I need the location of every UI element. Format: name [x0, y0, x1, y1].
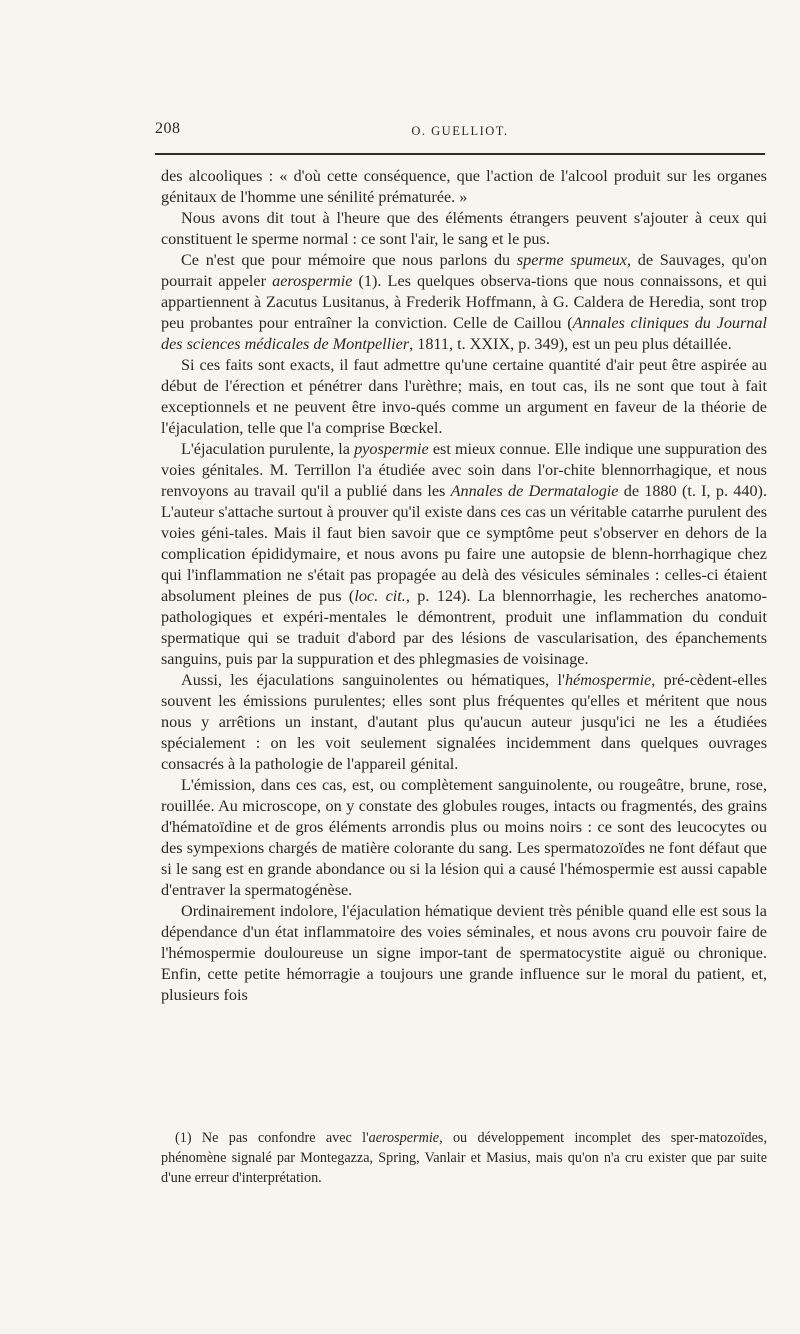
paragraph: L'éjaculation purulente, la pyospermie est mieux connue. Elle indique une suppuration des voies génitales. M. Terrillon l'a étudiée avec soin dans l'or-chite blennorrhagique, et nous renvoyons au travail qu'il a publié dans les Annales de Dermatalogie de 1880 (t. I, p. 440). L'auteur s'attache surtout à prouver qu'il existe dans ces cas un véritable catarrhe purulent des voies géni-tales. Mais il faut bien savoir que ce symptôme peut s'observer en dehors de la complication épididymaire, et nous avons pu faire une autopsie de blenn-horrhagique chez qui l'inflammation ne s'était pas propagée au delà des vésicules séminales : celles-ci étaient absolument pleines de pus (loc. cit., p. 124). La blennorrhagie, les recherches anatomo-pathologiques et expéri-mentales le démontrent, produit une inflammation du conduit spermatique qui se traduit d'abord par des lésions de vascularisation, des épanchements sanguins, puis par la suppuration et des phlegmasies de voisinage. [161, 440, 767, 668]
running-head: O. GUELLIOT. [411, 124, 509, 138]
page-header [155, 120, 765, 142]
paragraph: des alcooliques : « d'où cette conséquence, que l'action de l'alcool produit sur les organes génitaux de l'homme une sénilité prématurée. » [161, 167, 767, 206]
page-number: 208 [155, 120, 181, 137]
paragraph: L'émission, dans ces cas, est, ou complètement sanguinolente, ou rougeâtre, brune, rose, rouillée. Au microscope, on y constate des globules rouges, intacts ou fragmentés, des grains d'hématoïdine et de gros éléments arrondis plus ou moins noirs : ce sont des leucocytes ou des sympexions chargés de matière colorante du sang. Les spermatozoïdes ne font défaut que si le sang est en grande abondance ou si la lésion qui a causé l'hémospermie est aussi capable d'entraver la spermatogénèse. [161, 776, 767, 899]
body-text [161, 166, 767, 1006]
footnote-text: (1) Ne pas confondre avec l'aerospermie, ou développement incomplet des sper-matozoïdes, phénomène signalé par Montegazza, Spring, Vanlair et Masius, mais qu'on n'a cru exister que par suite d'une erreur d'interprétation. [161, 1130, 767, 1186]
paragraph: Ce n'est que pour mémoire que nous parlons du sperme spumeux, de Sauvages, qu'on pourrait appeler aerospermie (1). Les quelques observa-tions que nous connaissons, et qui appartiennent à Zacutus Lusitanus, à Frederik Hoffmann, à G. Caldera de Heredia, sont trop peu probantes pour entraîner la conviction. Celle de Caillou (Annales cliniques du Journal des sciences médicales de Montpellier, 1811, t. XXIX, p. 349), est un peu plus détaillée. [161, 251, 768, 353]
paragraph: Si ces faits sont exacts, il faut admettre qu'une certaine quantité d'air peut être aspirée au début de l'érection et pénétrer dans l'urèthre; mais, en tout cas, ils ne sont que tout à fait exceptionnels et ne peuvent être invo-qués comme un argument en faveur de la théorie de l'éjaculation, telle que l'a comprise Bœckel. [161, 356, 767, 437]
paragraph: Nous avons dit tout à l'heure que des éléments étrangers peuvent s'ajouter à ceux qui constituent le sperme normal : ce sont l'air, le sang et le pus. [161, 209, 767, 248]
footnote [161, 1128, 767, 1188]
paragraph: Aussi, les éjaculations sanguinolentes ou hématiques, l'hémospermie, pré-cèdent-elles souvent les émissions purulentes; elles sont plus fréquentes qu'elles et méritent que nous nous y arrêtions un instant, d'autant plus qu'aucun auteur jusqu'ici ne les a étudiées spécialement : on les voit seulement signalées incidemment dans quelques ouvrages consacrés à la pathologie de l'appareil génital. [161, 671, 768, 773]
header-rule [155, 153, 765, 155]
paragraph: Ordinairement indolore, l'éjaculation hématique devient très pénible quand elle est sous la dépendance d'un état inflammatoire des voies séminales, et nous avons cru pouvoir faire de l'hémospermie douloureuse un signe impor-tant de spermatocystite aiguë ou chronique. Enfin, cette petite hémorragie a toujours une grande influence sur le moral du patient, et, plusieurs fois [161, 902, 767, 1004]
